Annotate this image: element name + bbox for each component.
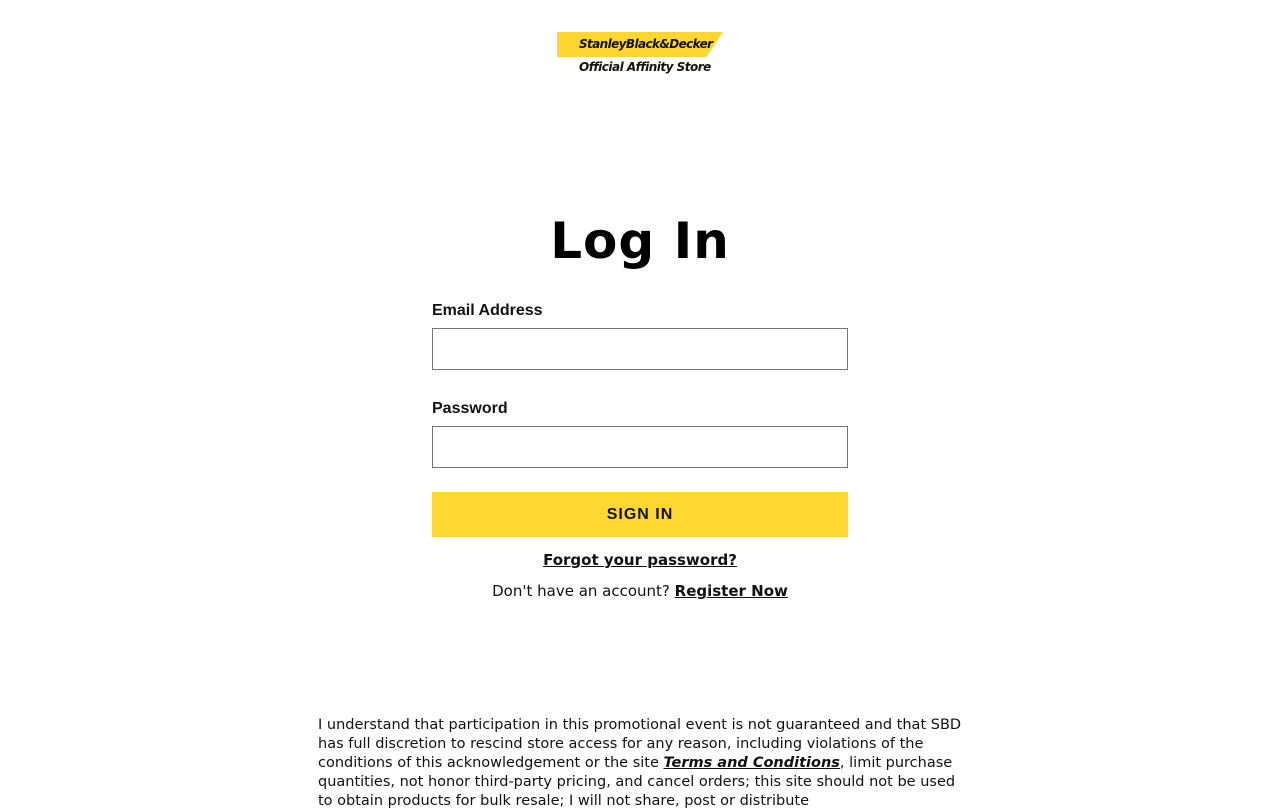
login-form xyxy=(432,302,848,537)
register-now-link[interactable]: Register Now xyxy=(674,582,788,600)
logo-subtitle: Official Affinity Store xyxy=(579,60,711,74)
page-title: Log In xyxy=(550,212,730,270)
register-row xyxy=(0,582,1280,600)
password-label: Password xyxy=(432,400,508,417)
sign-in-button[interactable]: SIGN IN xyxy=(432,492,848,537)
disclaimer-text xyxy=(318,716,962,811)
no-account-text: Don't have an account? xyxy=(492,582,675,600)
password-field-group xyxy=(432,400,848,468)
disclaimer-text-before: I understand that participation in this promotional event is not guaranteed and that SBD has full discretion to rescind store access for any reason, including violations of the conditions of this acknowledgement or the site xyxy=(318,717,962,771)
email-label: Email Address xyxy=(432,302,543,319)
password-input[interactable] xyxy=(432,426,848,468)
terms-and-conditions-link[interactable]: Terms and Conditions xyxy=(663,755,840,771)
email-input[interactable] xyxy=(432,328,848,370)
forgot-password-row xyxy=(0,550,1280,569)
disclaimer-text-after: , limit purchase quantities, not honor third-party pricing, and cancel orders; this site should not be used to obtain products for bulk resale; I will not share, post or distribute xyxy=(318,755,956,809)
email-field-group xyxy=(432,302,848,370)
forgot-password-link[interactable]: Forgot your password? xyxy=(543,551,737,569)
brand-logo[interactable] xyxy=(557,32,723,78)
logo-brand-text: StanleyBlack&Decker xyxy=(579,37,713,51)
